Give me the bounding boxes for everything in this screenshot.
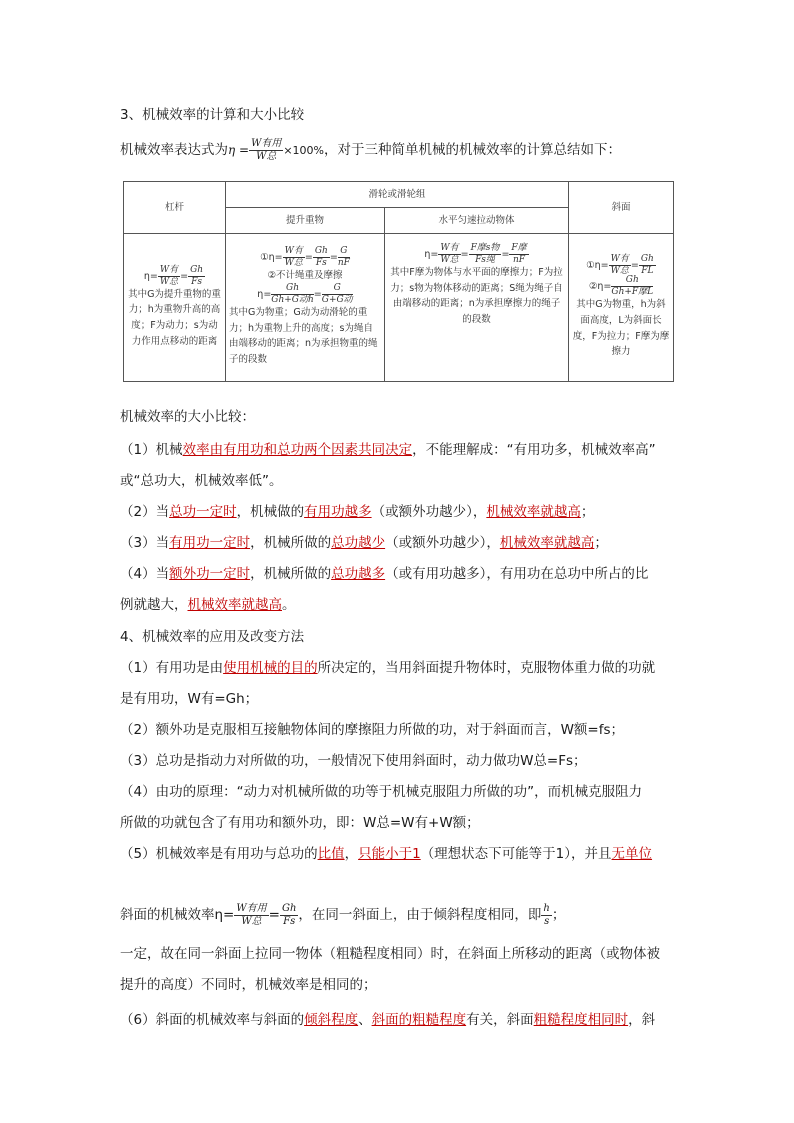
- item-1-line-2: 是有用功，W有=Gh；: [120, 691, 259, 707]
- incline-efficiency-line: 斜面的机械效率η= $\frac{\text{W有用}}{\text{W总}}$ = $\frac{Gh}{Fs}$ ，在同一斜面上，由于倾斜程度相同，即 $\frac{h}{s}$ ；: [120, 902, 566, 927]
- header-lever: 杠杆: [124, 182, 226, 234]
- subheader-horizontal: 水平匀速拉动物体: [385, 208, 569, 234]
- horizontal-formula: η= $\frac{\text{W有}}{\text{W总}}$ = $\frac{\text{F摩s物}}{\text{Fs绳}}$ = $\frac{\text{F摩}}{nF}$: [424, 243, 527, 265]
- section-heading-3: 3、机械效率的计算和大小比较: [120, 107, 305, 123]
- lift-formula-2: η= $\frac{Gh}{\text{Gh+G动h}}$ = $\frac{G}{\text{G+G动}}$: [257, 282, 353, 305]
- efficiency-table: [123, 181, 674, 382]
- lift-formula-1: ①η= $\frac{\text{W有}}{\text{W总}}$ = $\frac{Gh}{Fs}$ = $\frac{G}{nF}$: [260, 246, 350, 269]
- item-4-line-2: 所做的功就包含了有用功和额外功，即：W总=W有+W额；: [120, 815, 480, 831]
- point-3: （3）当有用功一定时，机械所做的总功越少（或额外功越少），机械效率就越高；: [120, 535, 608, 551]
- cell-incline: [569, 234, 674, 382]
- horizontal-description: 其中F摩为物体与水平面的摩擦力；F为拉力；s物为物体移动的距离；S绳为绳子自由端移动的距离；n为承担摩擦力的绳子的段数: [390, 267, 563, 326]
- item-2: （2）额外功是克服相互接触物体间的摩擦阻力所做的功，对于斜面而言，W额=fs；: [120, 722, 625, 738]
- incline-line-2: 一定，故在同一斜面上拉同一物体（粗糙程度相同）时，在斜面上所移动的距离（或物体被: [120, 946, 660, 962]
- efficiency-formula-line: 机械效率表达式为η = $\frac{\text{W有用}}{\text{W总}}$ ×100%，对于三种简单机械的机械效率的计算总结如下：: [120, 137, 622, 162]
- comparison-title: 机械效率的大小比较：: [120, 409, 255, 425]
- cell-lift: [226, 234, 385, 382]
- cell-horizontal: [385, 234, 569, 382]
- cell-lever: [124, 234, 226, 382]
- subheader-lift: 提升重物: [226, 208, 385, 234]
- item-5: （5）机械效率是有用功与总功的比值，只能小于1（理想状态下可能等于1），并且无单位: [120, 846, 653, 862]
- header-pulley: 滑轮或滑轮组: [226, 182, 569, 208]
- item-1-line-1: （1）有用功是由使用机械的目的所决定的，当用斜面提升物体时，克服物体重力做的功就: [120, 660, 656, 676]
- header-incline: 斜面: [569, 182, 674, 234]
- lever-description: 其中G为提升重物的重力；h为重物升高的高度；F为动力；s为动力作用点移动的距离: [128, 288, 221, 347]
- point-1-line-1: （1）机械效率由有用功和总功两个因素共同决定，不能理解成：“有用功多，机械效率高”: [120, 442, 656, 458]
- point-4-line-2: 例就越大，机械效率就越高。: [120, 597, 296, 613]
- point-4-line-1: （4）当额外功一定时，机械所做的总功越多（或有用功越多），有用功在总功中所占的比: [120, 566, 649, 582]
- item-4-line-1: （4）由功的原理：“动力对机械所做的功等于机械克服阻力所做的功”，而机械克服阻力: [120, 784, 643, 800]
- point-1-line-2: 或“总功大，机械效率低”。: [120, 473, 283, 489]
- item-6: （6）斜面的机械效率与斜面的倾斜程度、斜面的粗糙程度有关，斜面粗糙程度相同时，斜: [120, 1012, 656, 1028]
- section-heading-4: 4、机械效率的应用及改变方法: [120, 629, 305, 645]
- incline-formula-1: ①η= $\frac{\text{W有}}{\text{W总}}$ = $\frac{Gh}{FL}$: [586, 254, 654, 277]
- incline-description: 其中G为物重，h为斜面高度，L为斜面长度，F为拉力；F摩为摩擦力: [572, 299, 670, 358]
- incline-line-3: 提升的高度）不同时，机械效率是相同的；: [120, 977, 377, 993]
- lever-formula: η= $\frac{\text{W有}}{\text{W总}}$ = $\frac{Gh}{Fs}$: [143, 264, 204, 287]
- lift-description: 其中G为物重；G动为动滑轮的重力；h为重物上升的高度；s为绳自由端移动的距离；n为承担物重的绳子的段数: [229, 306, 378, 365]
- lift-note: ②不计绳重及摩擦: [267, 270, 343, 282]
- point-2: （2）当总功一定时，机械做的有用功越多（或额外功越少），机械效率就越高；: [120, 504, 595, 520]
- item-3: （3）总功是指动力对所做的功，一般情况下使用斜面时，动力做功W总=Fs；: [120, 753, 587, 769]
- incline-formula-2: ②η= $\frac{Gh}{\text{Gh+F摩L}}$: [588, 275, 654, 298]
